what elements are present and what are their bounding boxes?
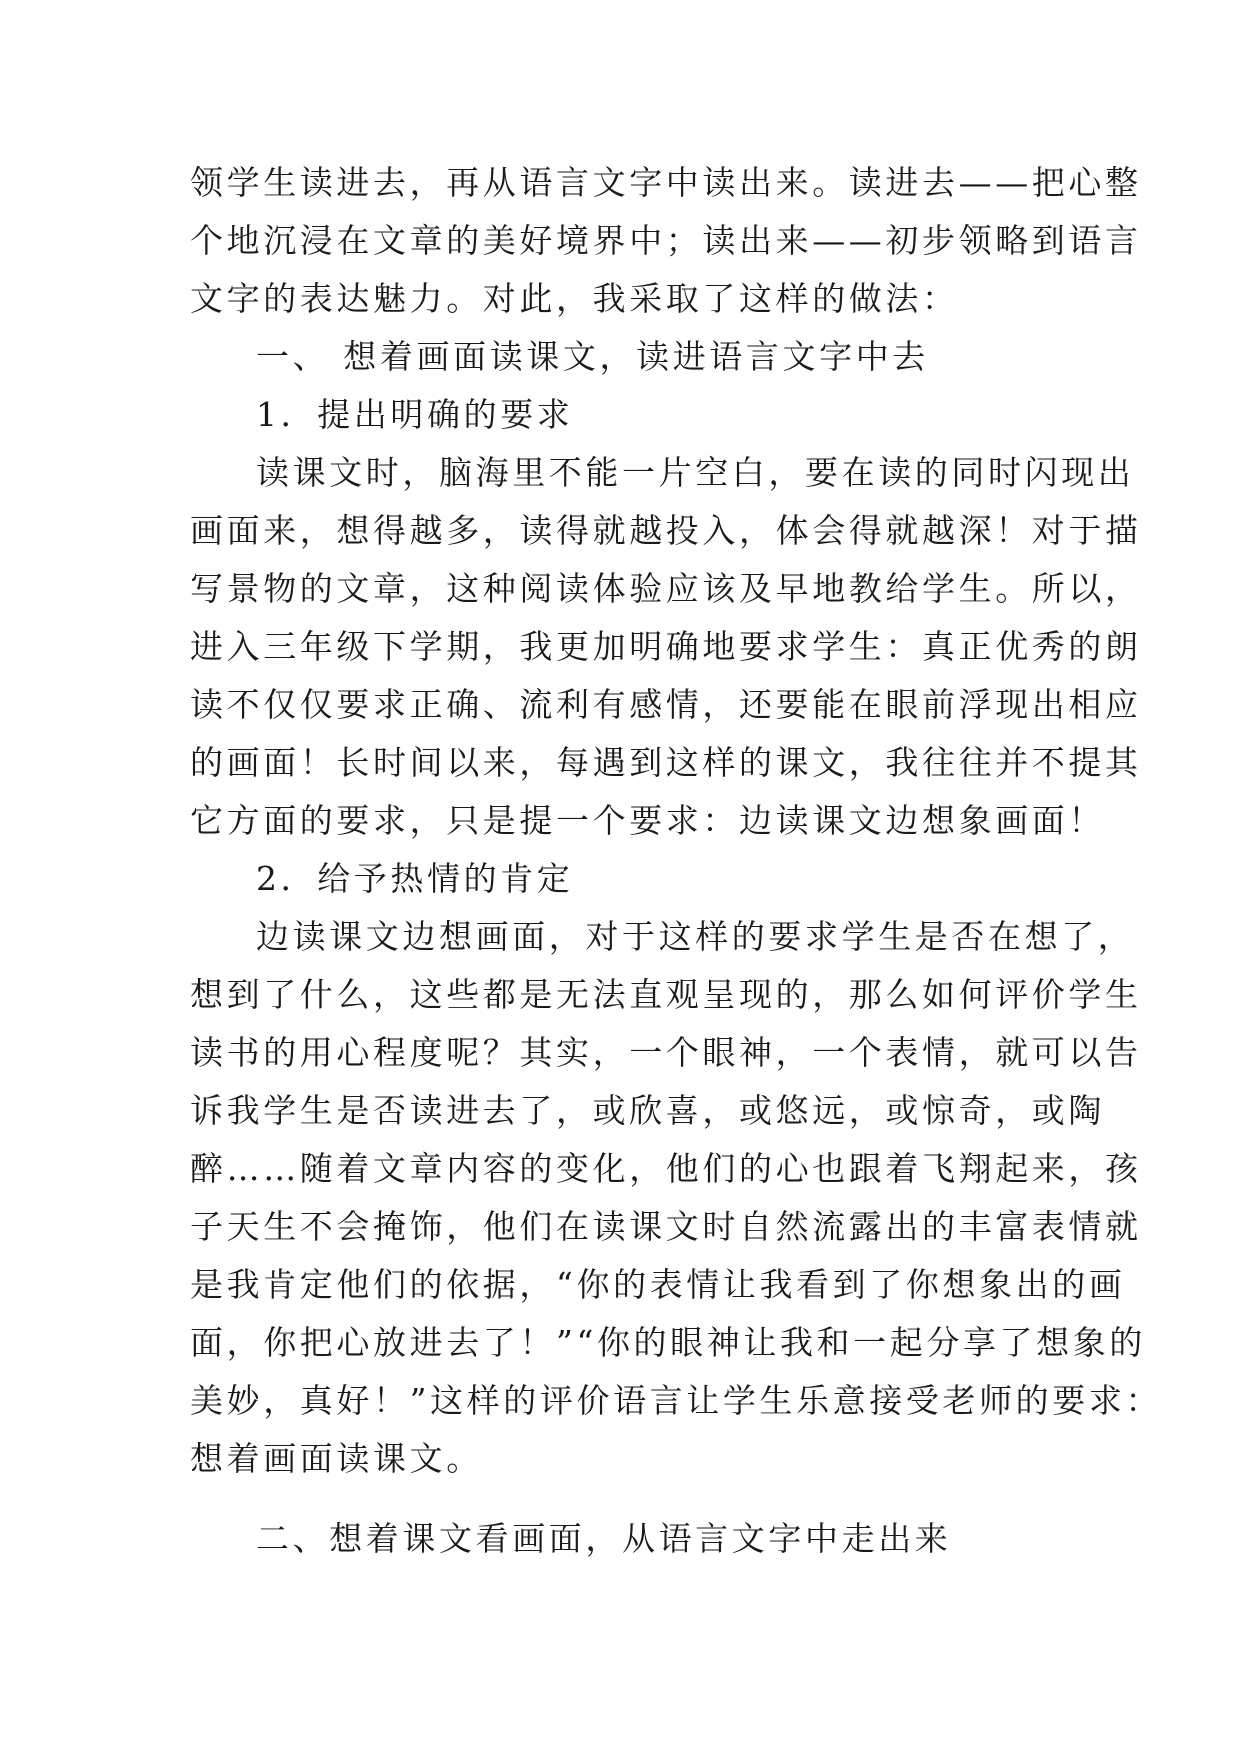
document-body <box>190 154 1163 1568</box>
text-line: 想到了什么，这些都是无法直观呈现的，那么如何评价学生 <box>190 975 1142 1014</box>
paragraph-spacer <box>190 1488 1065 1510</box>
section-heading: 一、 想着画面读课文，读进语言文字中去 <box>256 337 929 376</box>
text-line: 文字的表达魅力。对此，我采取了这样的做法： <box>190 279 959 318</box>
text-line: 读课文时，脑海里不能一片空白，要在读的同时闪现出 <box>256 453 1135 492</box>
text-line: 是我肯定他们的依据，“你的表情让我看到了你想象出的画 <box>190 1265 1126 1304</box>
text-line: 它方面的要求，只是提一个要求：边读课文边想象画面！ <box>190 801 1105 840</box>
text-line: 领学生读进去，再从语言文字中读出来。读进去——把心整 <box>190 163 1142 202</box>
text-line: 进入三年级下学期，我更加明确地要求学生：真正优秀的朗 <box>190 627 1142 666</box>
text-line: 面，你把心放进去了！”“你的眼神让我和一起分享了想象的 <box>190 1323 1146 1362</box>
subsection-heading: 2．给予热情的肯定 <box>256 859 574 898</box>
text-line: 醉……随着文章内容的变化，他们的心也跟着飞翔起来，孩 <box>190 1149 1142 1188</box>
text-line: 想着画面读课文。 <box>190 1439 483 1478</box>
text-line: 美妙，真好！”这样的评价语言让学生乐意接受老师的要求： <box>190 1381 1163 1420</box>
text-line: 子天生不会掩饰，他们在读课文时自然流露出的丰富表情就 <box>190 1207 1142 1246</box>
text-line: 读书的用心程度呢？其实，一个眼神，一个表情，就可以告 <box>190 1033 1142 1072</box>
subsection-heading: 1．提出明确的要求 <box>256 395 574 434</box>
text-line: 边读课文边想画面，对于这样的要求学生是否在想了， <box>256 917 1135 956</box>
text-line: 画面来，想得越多，读得就越投入，体会得就越深！对于描 <box>190 511 1142 550</box>
text-line: 的画面！长时间以来，每遇到这样的课文，我往往并不提其 <box>190 743 1142 782</box>
text-line: 个地沉浸在文章的美好境界中；读出来——初步领略到语言 <box>190 221 1142 260</box>
text-line: 诉我学生是否读进去了，或欣喜，或悠远，或惊奇，或陶 <box>190 1091 1105 1130</box>
text-line: 读不仅仅要求正确、流利有感情，还要能在眼前浮现出相应 <box>190 685 1142 724</box>
text-line: 写景物的文章，这种阅读体验应该及早地教给学生。所以， <box>190 569 1142 608</box>
section-heading: 二、想着课文看画面，从语言文字中走出来 <box>256 1519 952 1558</box>
